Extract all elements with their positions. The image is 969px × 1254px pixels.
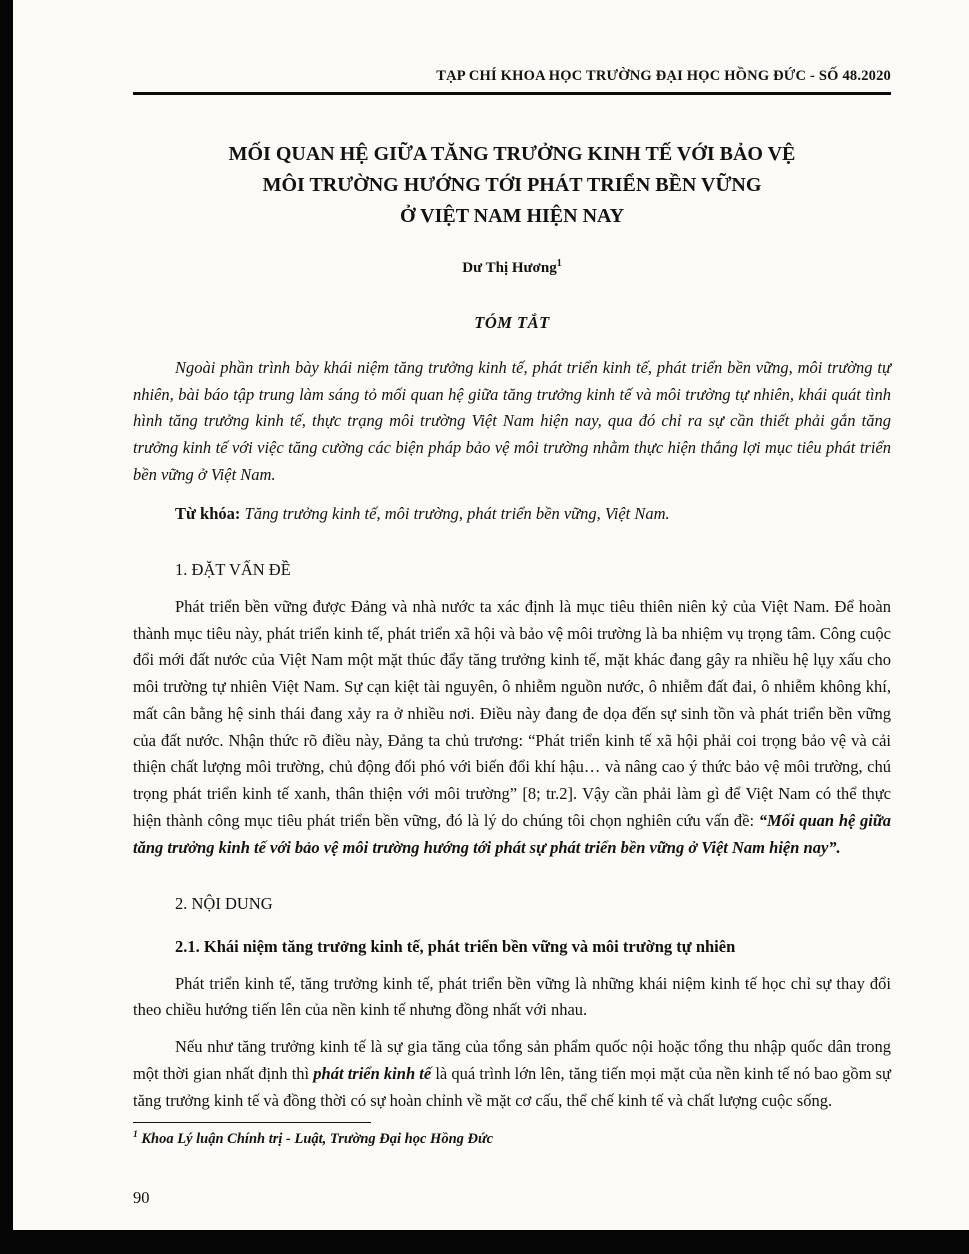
footnote-mark: 1 [133,1130,138,1140]
paper-title-line3: Ở VIỆT NAM HIỆN NAY [399,205,625,227]
footnote-text [133,1130,891,1148]
paper-title [133,139,891,232]
section1-heading: 1. ĐẶT VẤN ĐỀ [175,560,291,580]
journal-header: TẠP CHÍ KHOA HỌC TRƯỜNG ĐẠI HỌC HỒNG ĐỨC - SỐ 48.2020 [436,68,891,84]
section1-paragraph1-quote: “Mối quan hệ giữa tăng trưởng kinh tế với bảo vệ môi trường hướng tới phát sự phát triển bền vững ở Việt Nam hiện nay”. [133,810,891,857]
scan-edge-left [0,0,13,1254]
footnote-block [133,1122,891,1148]
abstract-heading: TÓM TẮT [474,313,550,332]
keywords-text: Tăng trưởng kinh tế, môi trường, phát triển bền vững, Việt Nam. [240,503,670,523]
section1-paragraph1-text: Phát triển bền vững được Đảng và nhà nước ta xác định là mục tiêu thiên niên kỷ của Việt Nam. Để hoàn thành mục tiêu này, phát triển kinh tế, phát triển xã hội và bảo vệ môi trường là ba nhiệm vụ trọng tâm. Công cuộc đổi mới đất nước của Việt Nam một mặt thúc đẩy tăng trưởng kinh tế, mặt khác đang gây ra nhiều hệ lụy xấu cho môi trường tự nhiên Việt Nam. Sự cạn kiệt tài nguyên, ô nhiễm nguồn nước, ô nhiễm đất đai, ô nhiễm không khí, mất cân bằng hệ sinh thái đang xảy ra ở nhiều nơi. Điều này đang đe dọa đến sự sinh tồn và phát triển bền vững của đất nước. Nhận thức rõ điều này, Đảng ta chủ trương: “Phát triển kinh tế xã hội phải coi trọng bảo vệ và cải thiện chất lượng môi trường, chủ động đối phó với biến đổi khí hậu… và nâng cao ý thức bảo vệ môi trường, chú trọng phát triển kinh tế xanh, thân thiện với môi trường” [8; tr.2]. Vậy cần phải làm gì để Việt Nam có thể thực hiện thành công mục tiêu phát triển bền vững, đó là lý do chúng tôi chọn nghiên cứu vấn đề: [133,597,891,830]
section2-heading: 2. NỘI DUNG [175,894,273,914]
section2-paragraph2-after: là quá trình lớn lên, tăng tiến mọi mặt của nền kinh tế nó bao gồm sự tăng trưởng kinh tế và đồng thời có sự hoàn chỉnh về mặt cơ cấu, thể chế kinh tế và chất lượng cuộc sống. [133,1063,892,1110]
header-rule [133,92,891,95]
section2-sub1-heading: 2.1. Khái niệm tăng trưởng kinh tế, phát triển bền vững và môi trường tự nhiên [175,936,736,956]
keywords-label: Từ khóa: [175,503,241,523]
section2-paragraph2 [133,1034,891,1114]
author-name [133,258,891,277]
keywords-line [133,501,891,528]
section2-paragraph2-before: Nếu như tăng trưởng kinh tế là sự gia tăng của tổng sản phẩm quốc nội hoặc tổng thu nhập quốc dân trong một thời gian nhất định thì [133,1037,891,1083]
footnote-rule [133,1122,371,1123]
author-name-text: Dư Thị Hương [462,260,557,276]
author-footnote-ref: 1 [556,258,562,269]
section1-paragraph1 [133,594,891,861]
section2-paragraph2-emphasis: phát triển kinh tế [313,1063,432,1083]
page-content [133,0,891,1114]
section2-paragraph1: Phát triển kinh tế, tăng trưởng kinh tế, phát triển bền vững là những khái niệm kinh tế học chỉ sự thay đổi theo chiều hướng tiến lên của nền kinh tế nhưng đồng nhất với nhau. [133,973,891,1020]
page-number: 90 [133,1188,150,1207]
abstract-body: Ngoài phần trình bày khái niệm tăng trưởng kinh tế, phát triển kinh tế, phát triển bền vững, môi trường tự nhiên, bài báo tập trung làm sáng tỏ mối quan hệ giữa tăng trưởng kinh tế và môi trường tự nhiên, khái quát tình hình tăng trưởng kinh tế, thực trạng môi trường Việt Nam hiện nay, qua đó chỉ ra sự cần thiết phải gắn tăng trưởng kinh tế với việc tăng cường các biện pháp bảo vệ môi trường nhằm thực hiện thắng lợi mục tiêu phát triển bền vững ở Việt Nam. [133,358,891,484]
paper-title-line1: MỐI QUAN HỆ GIỮA TĂNG TRƯỞNG KINH TẾ VỚI BẢO VỆ [228,143,796,165]
scan-edge-bottom [0,1230,969,1254]
footnote-body: Khoa Lý luận Chính trị - Luật, Trường Đại học Hồng Đức [137,1130,494,1147]
paper-title-line2: MÔI TRƯỜNG HƯỚNG TỚI PHÁT TRIỂN BỀN VỮNG [262,174,762,196]
